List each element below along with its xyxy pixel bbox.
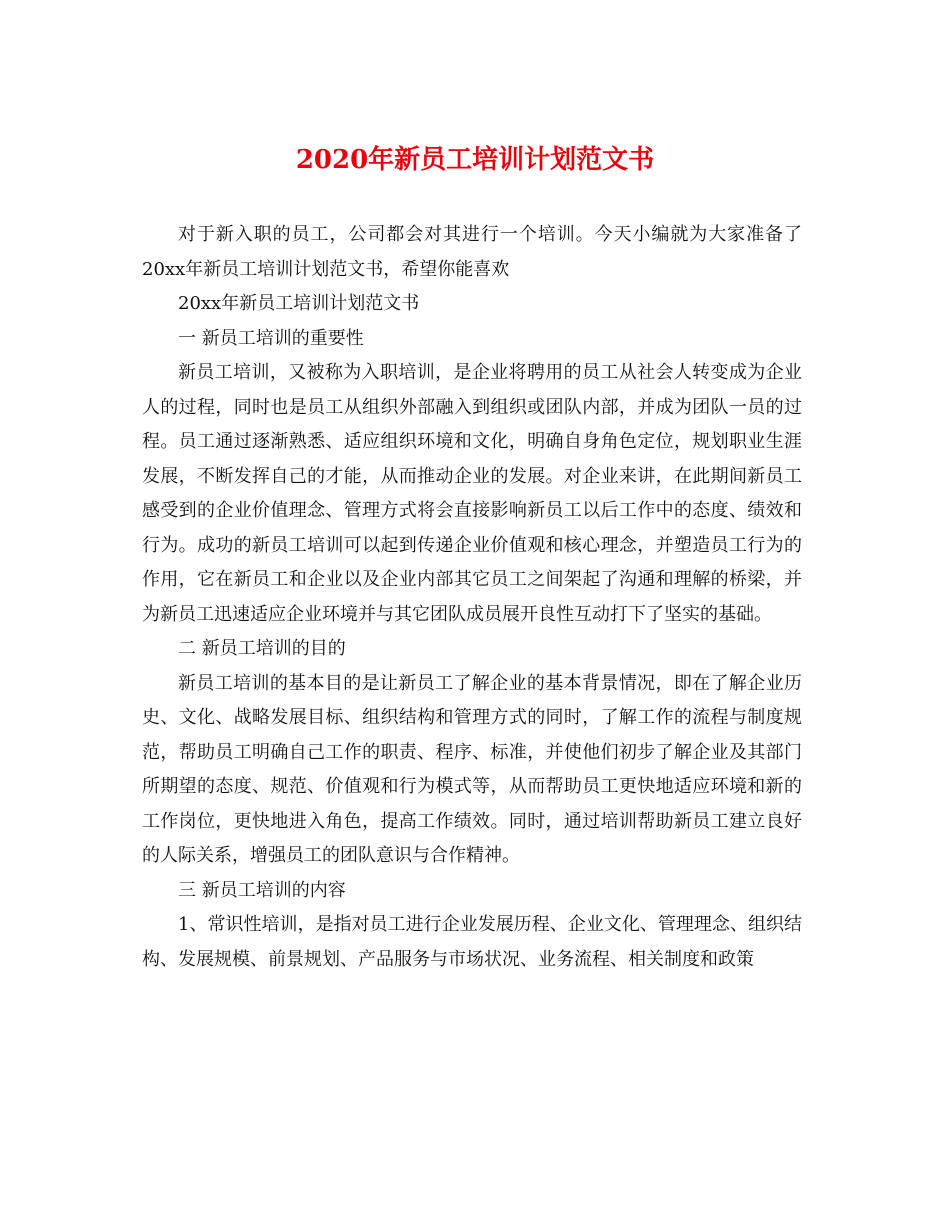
section-paragraph-3: 1、常识性培训，是指对员工进行企业发展历程、企业文化、管理理念、组织结构、发展规模、前景规划、产品服务与市场状况、业务流程、相关制度和政策 xyxy=(142,914,802,970)
subtitle-paragraph: 20xx年新员工培训计划范文书 xyxy=(178,293,420,314)
section-paragraph-1: 新员工培训，又被称为入职培训，是企业将聘用的员工从社会人转变成为企业人的过程，同时也是员工从组织外部融入到组织或团队内部，并成为团队一员的过程。员工通过逐渐熟悉、适应组织环境和文化，明确自身角色定位，规划职业生涯发展，不断发挥自己的才能，从而推动企业的发展。对企业来讲，在此期间新员工感受到的企业价值理念、管理方式将会直接影响新员工以后工作中的态度、绩效和行为。成功的新员工培训可以起到传递企业价值观和核心理念，并塑造员工行为的作用，它在新员工和企业以及企业内部其它员工之间架起了沟通和理解的桥梁，并为新员工迅速适应企业环境并与其它团队成员展开良性互动打下了坚实的基础。 xyxy=(142,362,802,625)
intro-paragraph: 对于新入职的员工，公司都会对其进行一个培训。今天小编就为大家准备了20xx年新员工培训计划范文书，希望你能喜欢 xyxy=(142,224,802,280)
document-title: 2020年新员工培训计划范文书 xyxy=(295,145,655,175)
section-heading-3: 三 新员工培训的内容 xyxy=(178,879,346,901)
section-heading-1: 一 新员工培训的重要性 xyxy=(178,327,364,349)
section-heading-2: 二 新员工培训的目的 xyxy=(178,638,346,659)
section-paragraph-2: 新员工培训的基本目的是让新员工了解企业的基本背景情况，即在了解企业历史、文化、战略发展目标、组织结构和管理方式的同时，了解工作的流程与制度规范，帮助员工明确自己工作的职责、程序、标准，并使他们初步了解企业及其部门所期望的态度、规范、价值观和行为模式等，从而帮助员工更快地适应环境和新的工作岗位，更快地进入角色，提高工作绩效。同时，通过培训帮助新员工建立良好的人际关系，增强员工的团队意识与合作精神。 xyxy=(142,672,802,866)
document-body xyxy=(142,218,802,977)
